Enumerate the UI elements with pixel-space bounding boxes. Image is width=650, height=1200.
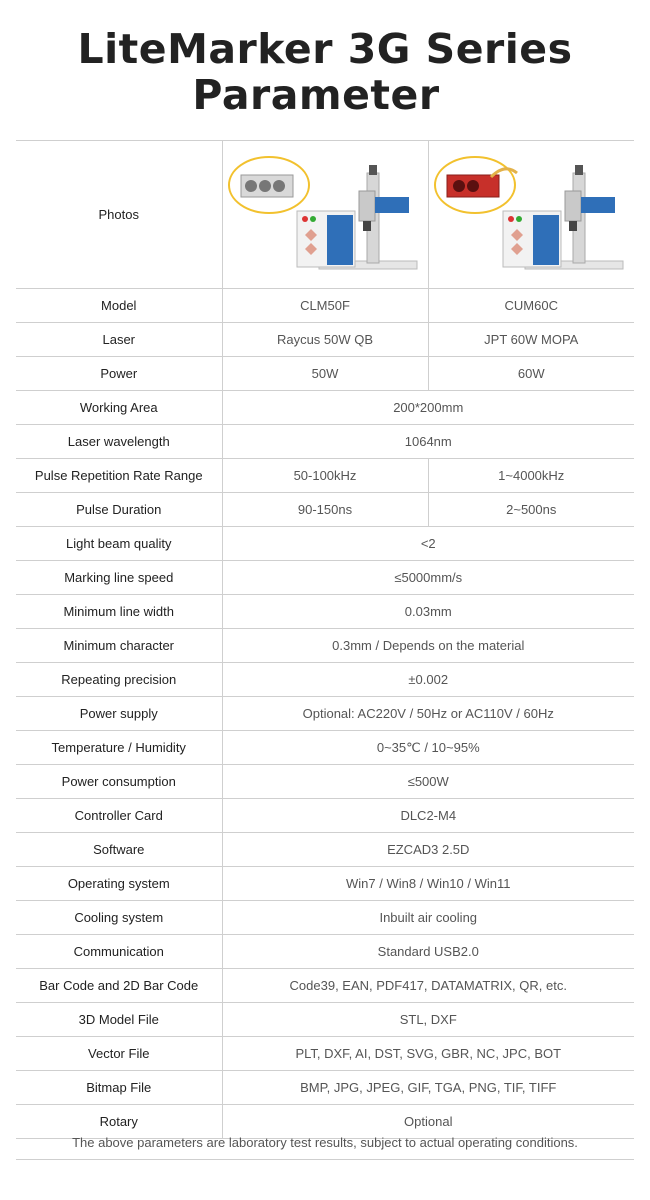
row-value: Code39, EAN, PDF417, DATAMATRIX, QR, etc. [222,969,634,1003]
row-value: ≤500W [222,765,634,799]
table-row [16,833,634,867]
row-label: Model [16,289,222,323]
table-row [16,323,634,357]
row-value: CLM50F [222,289,428,323]
table-row [16,493,634,527]
row-label: Power consumption [16,765,222,799]
row-label: Light beam quality [16,527,222,561]
row-label: Operating system [16,867,222,901]
page-title [0,0,650,118]
row-label: Pulse Duration [16,493,222,527]
red-laser-source-machine-icon [433,153,629,277]
row-value: CUM60C [428,289,634,323]
row-label: Pulse Repetition Rate Range [16,459,222,493]
row-label: Power supply [16,697,222,731]
row-value: Win7 / Win8 / Win10 / Win11 [222,867,634,901]
row-label: Temperature / Humidity [16,731,222,765]
table-row [16,901,634,935]
row-value: BMP, JPG, JPEG, GIF, TGA, PNG, TIF, TIFF [222,1071,634,1105]
table-row [16,289,634,323]
row-label: Cooling system [16,901,222,935]
table-row [16,391,634,425]
row-label: Repeating precision [16,663,222,697]
row-label: Controller Card [16,799,222,833]
table-row [16,1037,634,1071]
row-value: Optional [222,1105,634,1139]
table-row [16,935,634,969]
grey-laser-source-machine-icon [227,153,423,277]
row-value: Raycus 50W QB [222,323,428,357]
row-value: 0.3mm / Depends on the material [222,629,634,663]
row-value: Inbuilt air cooling [222,901,634,935]
table-row [16,561,634,595]
row-label: Software [16,833,222,867]
row-label: Laser [16,323,222,357]
table-row [16,1071,634,1105]
table-row [16,527,634,561]
row-value: 90-150ns [222,493,428,527]
table-row [16,459,634,493]
title-line-2: Parameter [192,71,440,119]
row-value: 50W [222,357,428,391]
photos-row [16,141,634,289]
table-row [16,595,634,629]
row-value: EZCAD3 2.5D [222,833,634,867]
table-row [16,1003,634,1037]
row-value: ≤5000mm/s [222,561,634,595]
row-value: DLC2-M4 [222,799,634,833]
table-row [16,357,634,391]
row-label: Minimum character [16,629,222,663]
machine-photo-grey [222,141,428,289]
row-label: Bar Code and 2D Bar Code [16,969,222,1003]
row-value: 2~500ns [428,493,634,527]
title-line-1: LiteMarker 3G Series [77,25,573,73]
photos-label: Photos [16,141,222,289]
row-label: Vector File [16,1037,222,1071]
row-label: Working Area [16,391,222,425]
parameter-table [16,140,634,1139]
table-row [16,765,634,799]
row-label: Rotary [16,1105,222,1139]
table-row [16,969,634,1003]
row-value: STL, DXF [222,1003,634,1037]
footnote: The above parameters are laboratory test results, subject to actual operating conditions. [16,1127,634,1160]
row-value: 60W [428,357,634,391]
table-row [16,799,634,833]
row-value: 200*200mm [222,391,634,425]
row-value: ±0.002 [222,663,634,697]
row-value: Standard USB2.0 [222,935,634,969]
table-row [16,697,634,731]
table-row [16,425,634,459]
table-row [16,663,634,697]
row-value: 1~4000kHz [428,459,634,493]
row-label: Power [16,357,222,391]
machine-photo-red [428,141,634,289]
row-label: 3D Model File [16,1003,222,1037]
row-value: 50-100kHz [222,459,428,493]
table-row [16,629,634,663]
row-label: Minimum line width [16,595,222,629]
table-row [16,867,634,901]
row-value: 1064nm [222,425,634,459]
row-value: <2 [222,527,634,561]
row-value: Optional: AC220V / 50Hz or AC110V / 60Hz [222,697,634,731]
row-value: JPT 60W MOPA [428,323,634,357]
row-value: 0.03mm [222,595,634,629]
row-value: 0~35℃ / 10~95% [222,731,634,765]
row-label: Laser wavelength [16,425,222,459]
table-row [16,731,634,765]
row-label: Communication [16,935,222,969]
row-value: PLT, DXF, AI, DST, SVG, GBR, NC, JPC, BOT [222,1037,634,1071]
row-label: Marking line speed [16,561,222,595]
row-label: Bitmap File [16,1071,222,1105]
